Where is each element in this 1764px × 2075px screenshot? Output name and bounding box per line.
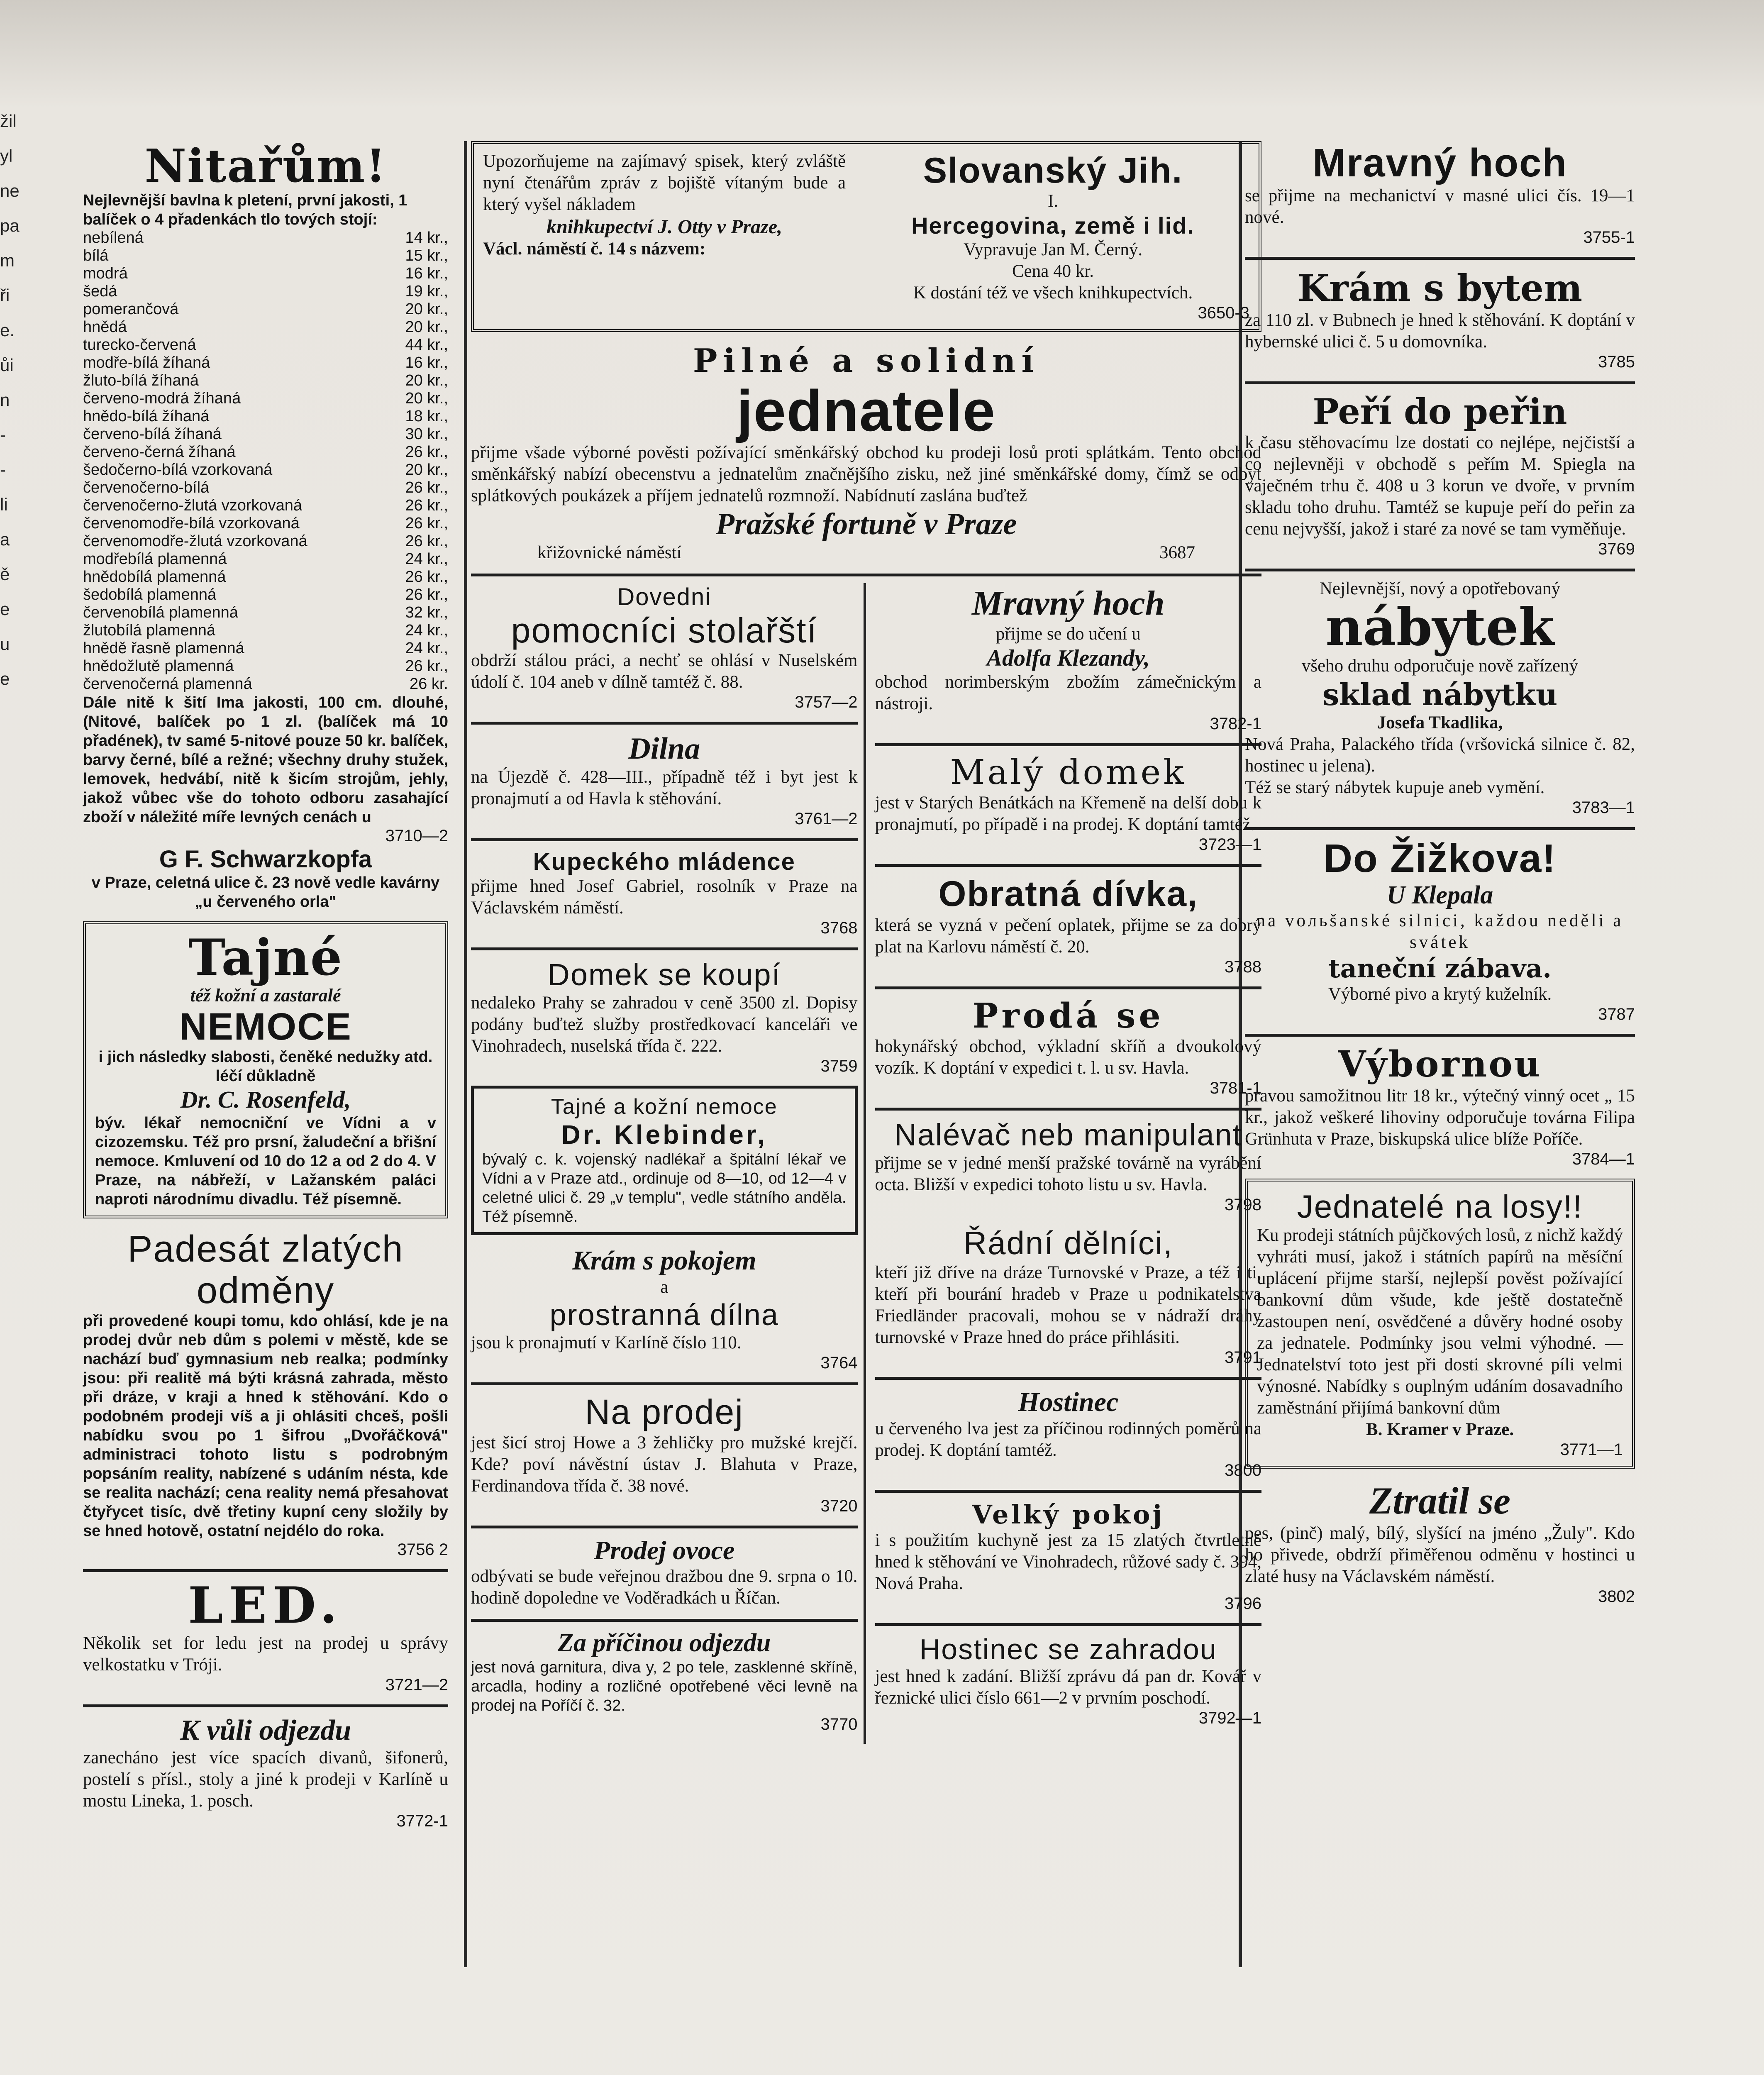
ad-title: Slovanský Jih. [923, 151, 1183, 190]
ad-body: Nová Praha, Palackého třída (vršovická silnice č. 82, hostinec u jelena). [1245, 735, 1635, 776]
price-row [83, 622, 448, 640]
price-row [83, 479, 448, 497]
ad-title: K vůli odjezdu [180, 1714, 351, 1746]
ad-ref: 3796 [1225, 1594, 1261, 1613]
ad-author: Vypravuje Jan M. Černý. [963, 240, 1143, 259]
separator [83, 1569, 448, 1572]
ad-ref: 3783—1 [1572, 798, 1635, 817]
separator [471, 947, 858, 950]
ad-line-2: všeho druhu odporučuje nově zařízený [1301, 656, 1579, 676]
price-item-name: hnědo-bílá žíhaná [83, 408, 210, 425]
ad-line: Krám s pokojem [572, 1245, 756, 1276]
separator [875, 743, 1262, 746]
ad-line-2: a [660, 1277, 669, 1297]
ad-footer [471, 542, 1261, 564]
ad-title: Tajné a kožní nemoce [551, 1095, 778, 1119]
price-item-name: pomerančová [83, 300, 179, 318]
column-rule-left [464, 141, 467, 1967]
price-item-value: 14 kr., [405, 229, 448, 247]
ad-title: nábytek [1325, 597, 1554, 657]
ad-ref: 3687 [1159, 543, 1195, 562]
separator [875, 864, 1262, 867]
ad-title: Dilna [628, 732, 700, 766]
price-row [83, 300, 448, 318]
price-row [83, 425, 448, 443]
ad-ref: 3755-1 [1583, 228, 1635, 247]
ad-nalevac [875, 1117, 1262, 1214]
price-item-value: 15 kr., [405, 247, 448, 264]
ad-doctor: Dr. Klebinder, [561, 1120, 768, 1150]
ad-vybornou [1245, 1043, 1635, 1169]
subcolumn-b [875, 583, 1262, 1744]
price-list [83, 229, 448, 693]
price-item-name: červenomodře-žlutá vzorkovaná [83, 532, 307, 550]
ad-publisher: knihkupectví J. Otty v Praze, [547, 216, 782, 238]
ad-jednatele [471, 342, 1261, 564]
edge-fragment: u [0, 634, 10, 654]
ad-title: Nitařům! [144, 139, 387, 193]
ad-title: pomocníci stolařští [511, 611, 817, 650]
separator [875, 1490, 1262, 1493]
ad-body: při provedené koupi tomu, kdo ohlásí, kde je na prodej dvůr neb dům s polemi v městě, kde se nachází buď gymnasium neb realka; podmínky jsou: při realitě má býti krásná zahrada, město při dráze, v kraji a hned k stěhování. Kdo o podobném prodeji víš a ji ohlásiti chceš, pošli nabídku svou po 1 šifrou „Dvořáčková" administraci tohoto listu s podrobným popsáním reality, nabízené s udáním nésta, kde se realita nachází; cena reality nemá přesahovat čtyřycet tisíc, dvě třetiny kupní ceny složily by se hned hotově, ostatní nejdélo do roka. [83, 1312, 448, 1540]
separator [1245, 257, 1635, 260]
column-right [1245, 141, 1635, 1616]
price-item-value: 26 kr., [405, 515, 448, 532]
price-item-name: modrá [83, 265, 128, 282]
price-row [83, 283, 448, 300]
ad-mravny-hoch [875, 583, 1262, 733]
ad-velky-pokoj [875, 1499, 1262, 1613]
ad-ref: 3782-1 [1210, 715, 1261, 733]
ad-ref: 3772-1 [396, 1812, 448, 1830]
column-middle [471, 141, 1261, 1744]
price-item-value: 20 kr., [405, 318, 448, 336]
ad-body: jsou k pronajmutí v Karlíně číslo 110. [471, 1333, 742, 1352]
price-item-name: hnědožlutě plamenná [83, 657, 234, 675]
price-row [83, 640, 448, 657]
ad-title-2: odměny [196, 1270, 335, 1311]
ad-ref: 3781-1 [1210, 1079, 1261, 1097]
edge-fragment: e [0, 599, 10, 619]
ad-zizkov [1245, 837, 1635, 1024]
ad-title: Krám s bytem [1297, 266, 1583, 310]
separator [471, 838, 858, 841]
ad-body-2: Výborné pivo a krytý kuželník. [1328, 984, 1552, 1004]
price-item-value: 26 kr. [410, 675, 448, 693]
separator [471, 1619, 858, 1622]
left-edge-fragments [0, 104, 20, 726]
ad-body: jest šicí stroj Howe a 3 žehličky pro mužské krejčí. Kde? poví návěstní ústav J. Blahuta v Praze, Ferdinandova třída č. 38 nové. [471, 1433, 858, 1496]
ad-ref: 3784—1 [1572, 1150, 1635, 1168]
price-row [83, 318, 448, 336]
price-item-value: 26 kr., [405, 532, 448, 550]
ad-body: pes, (pinč) malý, bílý, slyšící na jméno „Žuly". Kdo ho přivede, obdrží přiměřenou odměnu v hostinci u zlaté husy na Václavském náměstí. [1245, 1523, 1635, 1586]
separator [471, 1382, 858, 1385]
price-row [83, 336, 448, 354]
price-item-value: 18 kr., [405, 408, 448, 425]
ad-ref: 3802 [1598, 1587, 1635, 1606]
price-row [83, 568, 448, 586]
ad-peri [1245, 391, 1635, 559]
ad-subtitle: Hercegovina, země i lid. [911, 212, 1195, 239]
price-row [83, 497, 448, 515]
ad-body: Dále nitě k šití Ima jakosti, 100 cm. dlouhé, (Nitové, balíček po 1 zl. (balíček má 10 přadének), tv samé 5-nitové pouze 50 kr. balíček, barvy černé, bílé a režné; všechny druhy stužek, lemovek, hedvábí, nitě k šicím strojům, jehly, jakož vůbec vše do tohoto odboru zasahající zboží v náležité míře levných cenách u [83, 694, 448, 826]
ad-jednatele-losy [1245, 1179, 1635, 1469]
ad-proda-se [875, 996, 1262, 1098]
ad-ref: 3771—1 [1560, 1440, 1623, 1459]
ad-ref: 3770 [820, 1715, 858, 1733]
ad-title: Za příčinou odjezdu [558, 1629, 771, 1657]
price-item-value: 30 kr., [405, 425, 448, 443]
ad-title-2: NEMOCE [179, 1006, 352, 1048]
edge-fragment: - [0, 460, 6, 479]
price-item-name: šedočerno-bílá vzorkovaná [83, 461, 273, 478]
ad-body: za 110 zl. v Bubnech je hned k stěhování. K doptání v hybernské ulici č. 5 u domovníka. [1245, 310, 1635, 352]
separator [83, 1704, 448, 1707]
two-column-area [471, 583, 1261, 1744]
ad-title: Hostinec [1018, 1387, 1119, 1417]
ad-padesat [83, 1228, 448, 1559]
edge-fragment: e. [0, 320, 15, 340]
ad-body: Několik set for ledu jest na prodej u správy velkostatku v Tróji. [83, 1633, 448, 1675]
ad-line: Dovedni [617, 583, 712, 610]
ad-address: křižovnické náměstí [537, 543, 682, 562]
ad-radni-delnici [875, 1224, 1262, 1367]
ad-body: na vольšanské silnici, každou neděli a svátek [1256, 911, 1624, 952]
price-item-name: šedá [83, 283, 117, 300]
ad-domek-koupi [471, 957, 858, 1076]
price-row [83, 657, 448, 675]
ad-ref: 3788 [1225, 958, 1261, 976]
ad-roman: I. [1048, 191, 1059, 211]
ad-event: taneční zábava. [1328, 953, 1552, 984]
ad-obratna-divka [875, 874, 1262, 976]
ad-body: obdrží stálou práci, a nechť se ohlásí v Nuselském údolí č. 104 aneb v dílně tamtéž č. 88. [471, 651, 858, 692]
price-item-value: 19 kr., [405, 283, 448, 300]
ad-body: se přijme na mechanictví v masné ulici čís. 19—1 nové. [1245, 186, 1635, 227]
price-row [83, 675, 448, 693]
price-item-name: červenobílá plamenná [83, 604, 238, 621]
ad-body: u červeného lva jest za příčinou rodinných poměrů na prodej. K doptání tamtéž. [875, 1419, 1261, 1460]
ad-title: Peří do peřin [1313, 391, 1567, 432]
ad-body: přijme všade výborné pověsti požívající směnkářský obchod ku prodeji losů proti splátkám. Tento obchod směnkářský nabízí obecenstvu a jednatelům značnějšího zisku, než jiné směnkářské domy, čímž se odbyt splátkových poukázek a příjem jednatelů rozmnoží. Nabídnutí zaslána buďtež [471, 443, 1261, 505]
ad-firm: Josefa Tkadlika, [1377, 713, 1503, 732]
ad-mravny-hoch-2 [1245, 141, 1635, 247]
price-item-name: červeno-modrá žíhaná [83, 390, 241, 407]
ad-body: která se vyzná v pečení oplatek, přijme se za dobrý plat na Karlovu náměstí č. 20. [875, 915, 1261, 957]
ad-title: Do Žižkova! [1323, 836, 1557, 881]
ad-body: kteří již dříve na dráze Turnovské v Praze, a též i ti, kteří při bourání hradeb v Praze u podnikatelstva Friedländer pracovali, mohou se v nádraží dráhy turnovské v Praze hned do práce přihlásiti. [875, 1263, 1261, 1347]
separator [875, 1623, 1262, 1626]
price-item-name: červeno-černá žíhaná [83, 443, 236, 461]
price-item-name: hnědá [83, 318, 127, 336]
ad-maly-domek [875, 753, 1262, 854]
ad-hostinec-zahradou [875, 1633, 1262, 1728]
ad-body: zanecháno jest více spacích divanů, šifonerů, postelí s přísl., stoly a jiné k prodeji v Karlíně u mostu Lineka, 1. posch. [83, 1748, 448, 1811]
ad-kram-bytem [1245, 266, 1635, 371]
ad-title: Velký pokoj [972, 1499, 1164, 1530]
price-item-value: 24 kr., [405, 640, 448, 657]
ad-subtitle: též kožní a zastaralé [190, 985, 341, 1006]
ad-body: Ku prodeji státních půjčkových losů, z nichž každý vyhráti musí, jakož i státních papírů na měsíční uplácení přijme starší, nejlepší pověst požívající bankovní dům všude, kde ještě dostatečně zastoupen není, osvědčené a důvěry hodné osoby za jednatele. Podmínky jsou velmi výhodné. — Jednatelství toto jest při dosti skrovné píli velmi výnosné. Nabídky s ouplným udáním dosavadního zaměstnání přijímá bankovní dům [1257, 1225, 1623, 1418]
ad-title: Výbornou [1338, 1043, 1542, 1085]
price-row [83, 390, 448, 408]
price-row [83, 461, 448, 479]
ad-kupecky [471, 848, 858, 937]
price-item-name: šedobílá plamenná [83, 586, 217, 603]
ad-body-2: Též se starý nábytek kupuje aneb vymění. [1245, 778, 1545, 797]
price-item-name: modře-bílá žíhaná [83, 354, 210, 371]
price-item-value: 26 kr., [405, 497, 448, 514]
price-row [83, 550, 448, 568]
ad-body: hokynářský obchod, výkladní skříň a dvoukolový vozík. K doptání v expedici t. l. u sv. Havla. [875, 1037, 1261, 1078]
price-item-name: nebílená [83, 229, 144, 247]
ad-title: Kupeckého mládence [533, 848, 795, 875]
ad-title: prostranná dílna [549, 1299, 779, 1332]
edge-fragment: žil [0, 111, 17, 131]
ad-kram-pokojem [471, 1245, 858, 1372]
ad-title: Tajné [188, 928, 343, 987]
edge-fragment: - [0, 425, 6, 444]
price-row [83, 532, 448, 550]
edge-fragment: li [0, 495, 8, 514]
edge-fragment: n [0, 390, 10, 410]
ad-title: Malý domek [950, 753, 1186, 792]
ad-ref: 3792—1 [1198, 1709, 1261, 1727]
ad-ref: 3768 [820, 919, 858, 937]
ad-title: Na prodej [585, 1392, 744, 1431]
separator [875, 986, 1262, 989]
ad-ztratil-se [1245, 1479, 1635, 1606]
ad-line: i jich následky slabosti, čeněké nedužky atd. léčí důkladně [98, 1048, 433, 1085]
ad-body: Upozorňujeme na zajímavý spisek, který zvláště nyní čtenářům zpráv z bojiště vítaným bude a který vyšel nákladem [483, 151, 846, 214]
ad-body: jest hned k zadání. Bližší zprávu dá pan dr. Kovář v řeznické ulici číslo 661—2 v prvním poschodí. [875, 1667, 1261, 1708]
ad-ref: 3759 [820, 1057, 858, 1075]
ad-body: býv. lékař nemocniční ve Vídni a v cizozemsku. Též pro prsní, žaludeční a břišní nemoce. Kmluvení od 10 do 12 a od 2 do 4. V Praze, na nábřeží, v Lažanském paláci naproti národnímu divadlu. Též písemně. [95, 1114, 436, 1208]
separator [1245, 1034, 1635, 1037]
separator [875, 1377, 1262, 1380]
price-item-name: bílá [83, 247, 109, 264]
ad-title: Nalévač neb manipulant [894, 1118, 1242, 1152]
ad-title: Ztratil se [1369, 1479, 1510, 1522]
price-item-name: červenočerno-bílá [83, 479, 210, 496]
separator [1245, 827, 1635, 830]
ad-za-pricinou-odjezdu [471, 1628, 858, 1734]
edge-fragment: yl [0, 146, 13, 166]
column-left [83, 141, 448, 1841]
ad-availability: K dostání též ve všech knihkupectvích. [913, 283, 1193, 303]
price-item-value: 32 kr., [405, 604, 448, 621]
price-item-value: 26 kr., [405, 479, 448, 496]
ad-ref: 3650-3 [1198, 304, 1249, 322]
ad-title: Jednatelé na losy!! [1297, 1188, 1583, 1225]
price-row [83, 586, 448, 604]
separator [1245, 569, 1635, 571]
price-item-value: 20 kr., [405, 390, 448, 407]
edge-fragment: ne [0, 181, 20, 200]
ad-nitarum [83, 141, 448, 911]
ad-body: jest nová garnitura, diva y, 2 po tele, zasklenné skříně, arcadla, hodiny a rozličné opotřebené věci levně na prodej na Poříčí č. 32. [471, 1659, 858, 1714]
price-item-value: 20 kr., [405, 372, 448, 389]
ad-line: Pilné a solidní [693, 342, 1040, 380]
price-row [83, 604, 448, 622]
price-item-value: 44 kr., [405, 336, 448, 354]
price-item-value: 26 kr., [405, 443, 448, 461]
ad-title: LED. [188, 1576, 343, 1635]
price-item-name: červenočerno-žlutá vzorkovaná [83, 497, 303, 514]
ad-title: Mravný hoch [972, 584, 1165, 622]
edge-fragment: ůi [0, 355, 14, 375]
ad-ref: 3723—1 [1198, 835, 1261, 854]
price-item-name: hnědě řasně plamenná [83, 640, 244, 657]
ad-body: pravou samožitnou litr 18 kr., výtečný vinný ocet „ 15 kr., jakož veškeré lihoviny odporučuje továrna Filipa Grünhuta v Praze, biskupská ulice blíže Poříče. [1245, 1086, 1635, 1149]
ad-title: Obratná dívka, [938, 874, 1198, 914]
price-item-name: žluto-bílá žíhaná [83, 372, 199, 389]
ad-ref: 3710—2 [385, 827, 448, 845]
ad-ref: 3787 [1598, 1005, 1635, 1023]
ad-ref: 3756 2 [397, 1540, 448, 1559]
ad-ref: 3785 [1598, 353, 1635, 371]
separator [471, 574, 1261, 576]
price-item-name: žlutobílá plamenná [83, 622, 215, 639]
ad-klebinder [471, 1086, 858, 1235]
ad-slovansky-jih [471, 141, 1261, 332]
ad-body-2: obchod norimberským zbožím zámečnickým a nástroji. [875, 672, 1261, 713]
separator [471, 722, 858, 725]
ad-firm: G F. Schwarzkopfa [159, 846, 372, 873]
subcolumn-a [471, 583, 866, 1744]
edge-fragment: a [0, 530, 10, 549]
ad-title: jednatele [737, 378, 996, 443]
price-item-value: 24 kr., [405, 550, 448, 568]
ad-ref: 3761—2 [795, 810, 858, 828]
price-item-value: 26 kr., [405, 568, 448, 586]
price-item-value: 20 kr., [405, 300, 448, 318]
price-item-name: hnědobílá plamenná [83, 568, 226, 586]
ad-title: Padesát zlatých [127, 1228, 404, 1270]
ad-doctor: Dr. C. Rosenfeld, [180, 1086, 351, 1113]
price-item-value: 16 kr., [405, 354, 448, 371]
price-item-name: červenočerná plamenná [83, 675, 252, 693]
price-item-value: 26 kr., [405, 657, 448, 675]
price-row [83, 247, 448, 265]
ad-ref: 3720 [820, 1497, 858, 1515]
ad-led [83, 1576, 448, 1694]
ad-address: v Praze, celetná ulice č. 23 nově vedle kavárny „u červeného orla" [91, 874, 440, 911]
ad-tajne [83, 921, 448, 1218]
ad-price: Cena 40 kr. [1012, 261, 1094, 281]
separator [1245, 381, 1635, 384]
price-row [83, 408, 448, 425]
price-item-name: červeno-bílá žíhaná [83, 425, 222, 443]
ad-body: nedaleko Prahy se zahradou v ceně 3500 zl. Dopisy podány buďtež služby prostředkovací kanceláři ve Vinohradech, nuselská třída č. 222. [471, 993, 858, 1056]
ad-body: přijme se do učení u [995, 624, 1141, 644]
price-row [83, 354, 448, 372]
separator [875, 1108, 1262, 1111]
ad-dovedni [471, 583, 858, 712]
ad-vuli-odjezdu [83, 1714, 448, 1831]
ad-prodej-ovoce [471, 1535, 858, 1609]
ad-ref: 3721—2 [385, 1676, 448, 1694]
ad-body: bývalý c. k. vojenský nadlékař a špitální lékař ve Vídni a v Praze atd., ordinuje od 8—10, od 12—4 v celetné ulici č. 29 „v templu", vedle státního anděla. Též písemně. [482, 1151, 847, 1225]
price-item-value: 16 kr., [405, 265, 448, 282]
price-item-value: 26 kr., [405, 586, 448, 603]
ad-title: Hostinec se zahradou [919, 1633, 1217, 1665]
ad-ref: 3769 [1598, 540, 1635, 558]
price-item-value: 20 kr., [405, 461, 448, 478]
ad-left-part [483, 151, 846, 322]
edge-fragment: ři [0, 286, 10, 305]
ad-ref: 3764 [820, 1354, 858, 1372]
ad-body: i s použitím kuchyně jest za 15 zlatých čtvrtletně hned k stěhování ve Vinohradech, růžové sady č. 394, Nová Praha. [875, 1531, 1261, 1593]
price-row [83, 229, 448, 247]
price-row [83, 443, 448, 461]
price-row [83, 265, 448, 283]
ad-firm: B. Kramer v Praze. [1366, 1420, 1514, 1439]
edge-fragment: pa [0, 216, 20, 235]
edge-fragment: e [0, 669, 10, 688]
separator [471, 1526, 858, 1528]
ad-title-2: sklad nábytku [1322, 677, 1558, 712]
ad-intro: Nejlevnější bavlna k pletení, první jakosti, 1 balíček o 4 přadenkách tlo tových stojí: [83, 192, 407, 228]
ad-body: přijme hned Josef Gabriel, rosolník v Praze na Václavském náměstí. [471, 876, 858, 918]
ad-title: Mravný hoch [1312, 141, 1568, 185]
ad-right-part [856, 151, 1249, 322]
ad-firm: Adolfa Klezandy, [986, 645, 1150, 671]
ad-title: Prodá se [972, 996, 1164, 1036]
ad-body: na Újezdě č. 428—III., případně též i byt jest k pronajmutí a od Havla k stěhování. [471, 767, 858, 808]
price-row [83, 515, 448, 532]
ad-line: Nejlevnější, nový a opotřebovaný [1319, 579, 1561, 598]
ad-body: k času stěhovacímu lze dostati co nejlépe, nejčistší a co nejlevněji v obchodě s peřím M. Spiegla na vaječném trhu č. 408 u 3 korun ve dvoře, v prvním skladu toho druhu. Tamtéž se kupuje peří do peřin za cenu nejvyšší, jakož i staré za nové se tam vyměňuje. [1245, 433, 1635, 539]
ad-na-prodej [471, 1392, 858, 1516]
price-row [83, 372, 448, 390]
ad-ref: 3800 [1225, 1461, 1261, 1479]
edge-fragment: m [0, 251, 15, 270]
ad-title: Řádní dělníci, [963, 1225, 1173, 1261]
ad-ref: 3798 [1225, 1196, 1261, 1214]
price-item-name: turecko-červená [83, 336, 196, 354]
ad-subtitle: U Klepala [1386, 881, 1493, 909]
ad-ref: 3757—2 [795, 693, 858, 711]
ad-body: jest v Starých Benátkách na Křemeně na delší dobu k pronajmutí, po případě i na prodej. K doptání tamtéž. [875, 793, 1261, 834]
ad-body: odbývati se bude veřejnou dražbou dne 9. srpna o 10. hodině dopoledne ve Voděradkách u Říčan. [471, 1567, 858, 1608]
edge-fragment: ě [0, 564, 10, 584]
ad-body-end: Václ. náměstí č. 14 s názvem: [483, 239, 706, 259]
price-item-name: červenomodře-bílá vzorkovaná [83, 515, 300, 532]
ad-ref: 3791 [1225, 1348, 1261, 1367]
price-item-name: modřebílá plamenná [83, 550, 227, 568]
ad-nabytek [1245, 578, 1635, 817]
ad-title: Domek se koupí [547, 957, 781, 992]
ad-dilna [471, 731, 858, 828]
ad-title: Prodej ovoce [594, 1536, 735, 1565]
price-item-value: 24 kr., [405, 622, 448, 639]
ad-hostinec [875, 1387, 1262, 1480]
ad-firm: Pražské fortuně v Praze [715, 507, 1017, 541]
ad-body: přijme se v jedné menší pražské továrně na vyrábění octa. Bližší v expedici tohoto listu u sv. Havla. [875, 1153, 1261, 1194]
